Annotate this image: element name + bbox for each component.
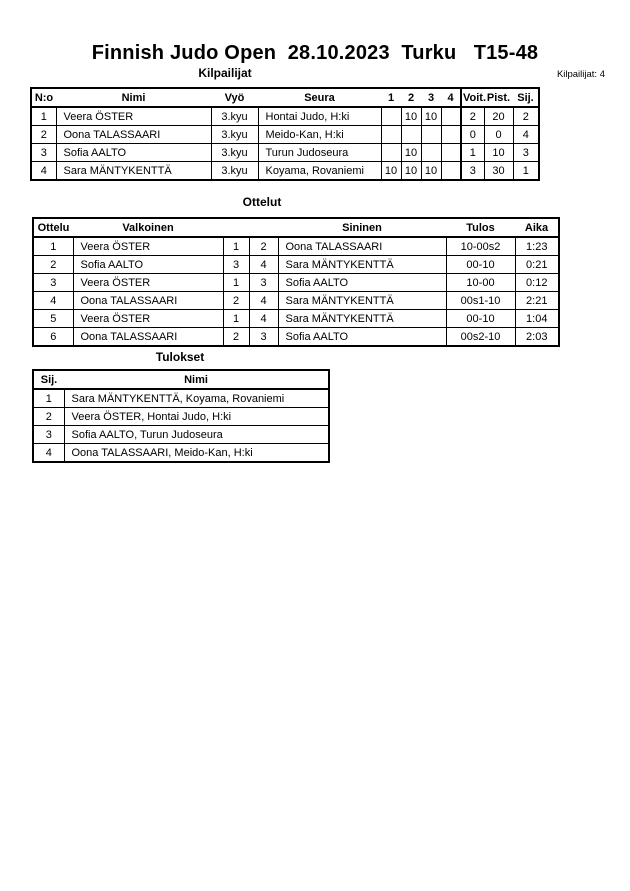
cell-place: 2: [513, 107, 539, 126]
cell-belt: 3.kyu: [211, 162, 258, 181]
cell-time: 0:21: [515, 256, 559, 274]
cell-result-name: Sara MÄNTYKENTTÄ, Koyama, Rovaniemi: [64, 389, 329, 408]
cell-round2: 10: [401, 107, 421, 126]
col-header-time: Aika: [515, 218, 559, 237]
cell-round4: [441, 162, 461, 181]
cell-no: 1: [31, 107, 56, 126]
cell-name: Sara MÄNTYKENTTÄ: [56, 162, 211, 181]
cell-belt: 3.kyu: [211, 144, 258, 162]
cell-result: 00s1-10: [446, 292, 515, 310]
result-row: [33, 408, 329, 426]
cell-result: 10-00s2: [446, 237, 515, 256]
cell-result-name: Veera ÖSTER, Hontai Judo, H:ki: [64, 408, 329, 426]
matches-header-row: [33, 218, 559, 237]
cell-result: 00-10: [446, 310, 515, 328]
cell-round1: [381, 107, 401, 126]
cell-round2: [401, 126, 421, 144]
cell-white-no: 2: [223, 292, 249, 310]
col-header-result-place: Sij.: [33, 370, 64, 389]
col-header-blue: Sininen: [278, 218, 446, 237]
cell-points: 30: [484, 162, 513, 181]
cell-time: 2:03: [515, 328, 559, 347]
cell-round1: [381, 144, 401, 162]
cell-club: Turun Judoseura: [258, 144, 381, 162]
cell-blue-no: 4: [249, 256, 278, 274]
cell-result-place: 2: [33, 408, 64, 426]
results-header-row: [33, 370, 329, 389]
cell-round4: [441, 107, 461, 126]
cell-blue-name: Oona TALASSAARI: [278, 237, 446, 256]
cell-white-name: Oona TALASSAARI: [73, 292, 223, 310]
cell-belt: 3.kyu: [211, 107, 258, 126]
competitors-section-title: Kilpailijat: [198, 66, 252, 80]
cell-white-no: 2: [223, 328, 249, 347]
match-row: [33, 256, 559, 274]
col-header-result: Tulos: [446, 218, 515, 237]
cell-white-name: Veera ÖSTER: [73, 274, 223, 292]
cell-name: Sofia AALTO: [56, 144, 211, 162]
cell-result: 10-00: [446, 274, 515, 292]
cell-result-place: 1: [33, 389, 64, 408]
cell-place: 1: [513, 162, 539, 181]
competitor-row: [31, 162, 539, 181]
cell-round2: 10: [401, 144, 421, 162]
cell-white-name: Veera ÖSTER: [73, 237, 223, 256]
cell-result: 00s2-10: [446, 328, 515, 347]
cell-points: 0: [484, 126, 513, 144]
result-row: [33, 426, 329, 444]
cell-round4: [441, 126, 461, 144]
cell-blue-name: Sofia AALTO: [278, 328, 446, 347]
col-header-belt: Vyö: [211, 88, 258, 107]
cell-white-name: Veera ÖSTER: [73, 310, 223, 328]
cell-blue-no: 4: [249, 310, 278, 328]
cell-result-place: 3: [33, 426, 64, 444]
competitors-header-row: [31, 88, 539, 107]
cell-match-no: 2: [33, 256, 73, 274]
match-row: [33, 274, 559, 292]
cell-points: 20: [484, 107, 513, 126]
cell-time: 2:21: [515, 292, 559, 310]
cell-name: Oona TALASSAARI: [56, 126, 211, 144]
cell-white-no: 1: [223, 274, 249, 292]
col-header-place: Sij.: [513, 88, 539, 107]
col-header-points: Pist.: [484, 88, 513, 107]
competitor-row: [31, 107, 539, 126]
results-section-title: Tulokset: [155, 350, 205, 364]
cell-place: 4: [513, 126, 539, 144]
cell-no: 4: [31, 162, 56, 181]
cell-belt: 3.kyu: [211, 126, 258, 144]
cell-time: 1:23: [515, 237, 559, 256]
cell-result-name: Sofia AALTO, Turun Judoseura: [64, 426, 329, 444]
cell-match-no: 1: [33, 237, 73, 256]
matches-section-title: Ottelut: [242, 195, 282, 209]
cell-white-no: 1: [223, 310, 249, 328]
col-header-round1: 1: [381, 88, 401, 107]
cell-blue-name: Sofia AALTO: [278, 274, 446, 292]
cell-match-no: 5: [33, 310, 73, 328]
cell-round4: [441, 144, 461, 162]
cell-wins: 0: [461, 126, 484, 144]
col-header-round2: 2: [401, 88, 421, 107]
cell-blue-no: 3: [249, 274, 278, 292]
cell-no: 3: [31, 144, 56, 162]
competitors-table: [30, 87, 540, 181]
cell-round1: [381, 126, 401, 144]
cell-result-name: Oona TALASSAARI, Meido-Kan, H:ki: [64, 444, 329, 463]
cell-blue-name: Sara MÄNTYKENTTÄ: [278, 292, 446, 310]
cell-round3: 10: [421, 107, 441, 126]
cell-blue-no: 4: [249, 292, 278, 310]
match-row: [33, 237, 559, 256]
cell-result: 00-10: [446, 256, 515, 274]
col-header-no: N:o: [31, 88, 56, 107]
cell-match-no: 4: [33, 292, 73, 310]
col-header-result-name: Nimi: [64, 370, 329, 389]
cell-blue-no: 2: [249, 237, 278, 256]
cell-club: Hontai Judo, H:ki: [258, 107, 381, 126]
results-table: [32, 369, 330, 463]
cell-round1: 10: [381, 162, 401, 181]
cell-round3: 10: [421, 162, 441, 181]
result-row: [33, 444, 329, 463]
matches-table: [32, 217, 560, 347]
cell-club: Meido-Kan, H:ki: [258, 126, 381, 144]
cell-blue-no: 3: [249, 328, 278, 347]
cell-match-no: 6: [33, 328, 73, 347]
page-title: Finnish Judo Open 28.10.2023 Turku T15-48: [91, 42, 539, 64]
cell-wins: 2: [461, 107, 484, 126]
col-header-wins: Voit.: [461, 88, 484, 107]
match-row: [33, 292, 559, 310]
col-header-match-no: Ottelu: [33, 218, 73, 237]
cell-white-no: 3: [223, 256, 249, 274]
cell-match-no: 3: [33, 274, 73, 292]
col-header-round4: 4: [441, 88, 461, 107]
cell-round3: [421, 126, 441, 144]
cell-name: Veera ÖSTER: [56, 107, 211, 126]
col-header-round3: 3: [421, 88, 441, 107]
cell-time: 0:12: [515, 274, 559, 292]
cell-result-place: 4: [33, 444, 64, 463]
result-row: [33, 389, 329, 408]
col-header-white-no: [223, 218, 249, 237]
competitor-row: [31, 126, 539, 144]
cell-round2: 10: [401, 162, 421, 181]
cell-points: 10: [484, 144, 513, 162]
cell-no: 2: [31, 126, 56, 144]
cell-place: 3: [513, 144, 539, 162]
competitor-count-label: Kilpailijat: 4: [556, 69, 605, 80]
cell-white-no: 1: [223, 237, 249, 256]
cell-club: Koyama, Rovaniemi: [258, 162, 381, 181]
match-row: [33, 310, 559, 328]
col-header-white: Valkoinen: [73, 218, 223, 237]
match-row: [33, 328, 559, 347]
col-header-club: Seura: [258, 88, 381, 107]
cell-white-name: Oona TALASSAARI: [73, 328, 223, 347]
cell-white-name: Sofia AALTO: [73, 256, 223, 274]
cell-blue-name: Sara MÄNTYKENTTÄ: [278, 256, 446, 274]
competitor-row: [31, 144, 539, 162]
col-header-name: Nimi: [56, 88, 211, 107]
cell-blue-name: Sara MÄNTYKENTTÄ: [278, 310, 446, 328]
cell-wins: 1: [461, 144, 484, 162]
cell-round3: [421, 144, 441, 162]
col-header-blue-no: [249, 218, 278, 237]
cell-time: 1:04: [515, 310, 559, 328]
cell-wins: 3: [461, 162, 484, 181]
